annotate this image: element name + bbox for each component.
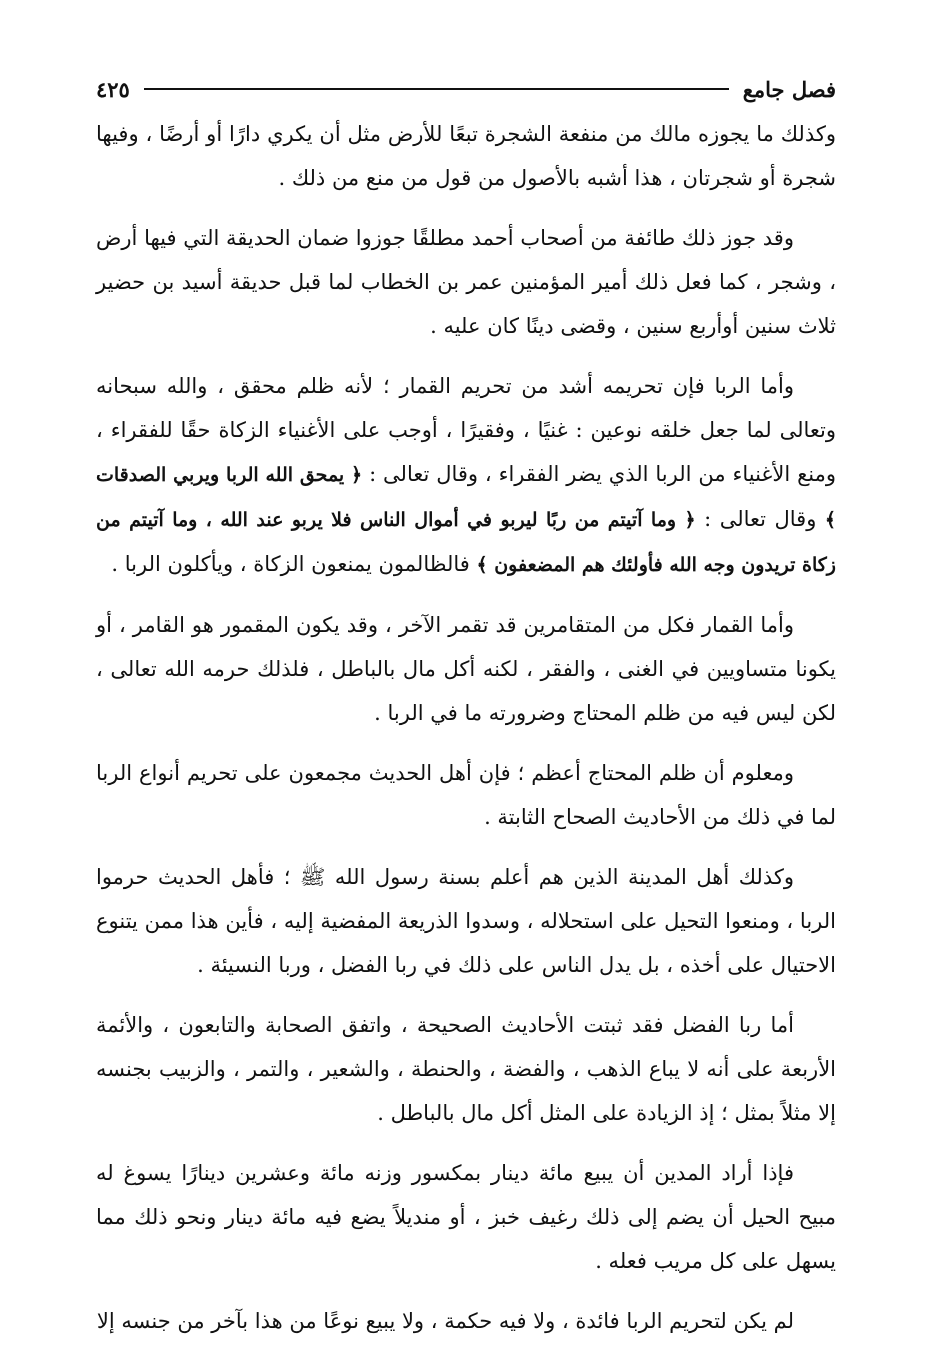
paragraph <box>96 1151 836 1283</box>
quran-verse: ﴿ يمحق الله الربا ويربي الصدقات ﴾ <box>96 464 836 531</box>
body-text <box>96 112 836 1359</box>
page-number: ٤٢٥ <box>96 76 130 102</box>
paragraph-text: وكذلك أهل المدينة الذين هم أعلم بسنة رسول الله ﷺ ؛ فأهل الحديث حرموا الربا ، ومنعوا التحيل على استحلاله ، وسدوا الذريعة المفضية إليه ، فأين هذا ممن يتنوع الاحتيال على أخذه ، بل يدل الناس على ذلك في ربا الفضل ، وربا النسيئة . <box>96 865 836 977</box>
paragraph <box>96 1299 836 1343</box>
paragraph <box>96 603 836 735</box>
paragraph <box>96 855 836 987</box>
section-title: فصل جامع <box>742 76 836 102</box>
paragraph <box>96 751 836 839</box>
paragraph-text: أما ربا الفضل فقد ثبتت الأحاديث الصحيحة ، واتفق الصحابة والتابعون ، والأئمة الأربعة على أنه لا يباع الذهب ، والفضة ، والحنطة ، والشعير ، والتمر ، والزبيب بجنسه إلا مثلاً بمثل ؛ إذ الزيادة على المثل أكل مال بالباطل . <box>96 1013 836 1125</box>
paragraph <box>96 216 836 348</box>
paragraph-text: لم يكن لتحريم الربا فائدة ، ولا فيه حكمة ، ولا يبيع نوعًا من هذا بآخر من جنسه إلا <box>96 1309 794 1333</box>
paragraph <box>96 112 836 200</box>
paragraph-text: ومعلوم أن ظلم المحتاج أعظم ؛ فإن أهل الحديث مجمعون على تحريم أنواع الربا لما في ذلك من الأحاديث الصحاح الثابتة . <box>96 761 836 829</box>
paragraph-text: وأما الربا فإن تحريمه أشد من تحريم القمار ؛ لأنه ظلم محقق ، والله سبحانه وتعالى لما جعل خلقه نوعين : غنيًا ، وفقيرًا ، أوجب على الأغنياء الزكاة حقًا للفقراء ، ومنع الأغنياء من الربا الذي يضر الفقراء ، وقال تعالى : <box>96 374 836 486</box>
paragraph-text: وأما القمار فكل من المتقامرين قد تقمر الآخر ، وقد يكون المقمور هو القامر ، أو يكونا متساويين في الغنى ، والفقر ، لكنه أكل مال بالباطل ، فلذلك حرمه الله تعالى ، لكن ليس فيه من ظلم المحتاج وضرورته ما في الربا . <box>96 613 836 725</box>
paragraph-text: وقد جوز ذلك طائفة من أصحاب أحمد مطلقًا جوزوا ضمان الحديقة التي فيها أرض ، وشجر ، كما فعل ذلك أمير المؤمنين عمر بن الخطاب لما قبل حديقة أسيد بن حضير ثلاث سنين أوأربع سنين ، وقضى دينًا كان عليه . <box>96 226 836 338</box>
paragraph-text: فإذا أراد المدين أن يبيع مائة دينار بمكسور وزنه مائة وعشرين دينارًا يسوغ له مبيح الحيل أن يضم إلى ذلك رغيف خبز ، أو منديلاً يضع فيه مائة دينار ونحو ذلك مما يسهل على كل مريب فعله . <box>96 1161 836 1273</box>
paragraph-text: فالظالمون يمنعون الزكاة ، ويأكلون الربا . <box>111 552 477 576</box>
quran-verse: ﴿ وما آتيتم من ربًا ليربو في أموال الناس فلا يربو عند الله ، وما آتيتم من زكاة تريدون وجه الله فأولئك هم المضعفون ﴾ <box>96 509 836 576</box>
paragraph-text: وكذلك ما يجوزه مالك من منفعة الشجرة تبعًا للأرض مثل أن يكري دارًا أو أرضًا ، وفيها شجرة أو شجرتان ، هذا أشبه بالأصول من قول من منع من ذلك . <box>96 122 836 190</box>
paragraph-text: وقال تعالى : <box>695 507 825 531</box>
paragraph <box>96 364 836 587</box>
header-rule <box>144 88 729 90</box>
paragraph <box>96 1003 836 1135</box>
running-header <box>96 74 836 104</box>
